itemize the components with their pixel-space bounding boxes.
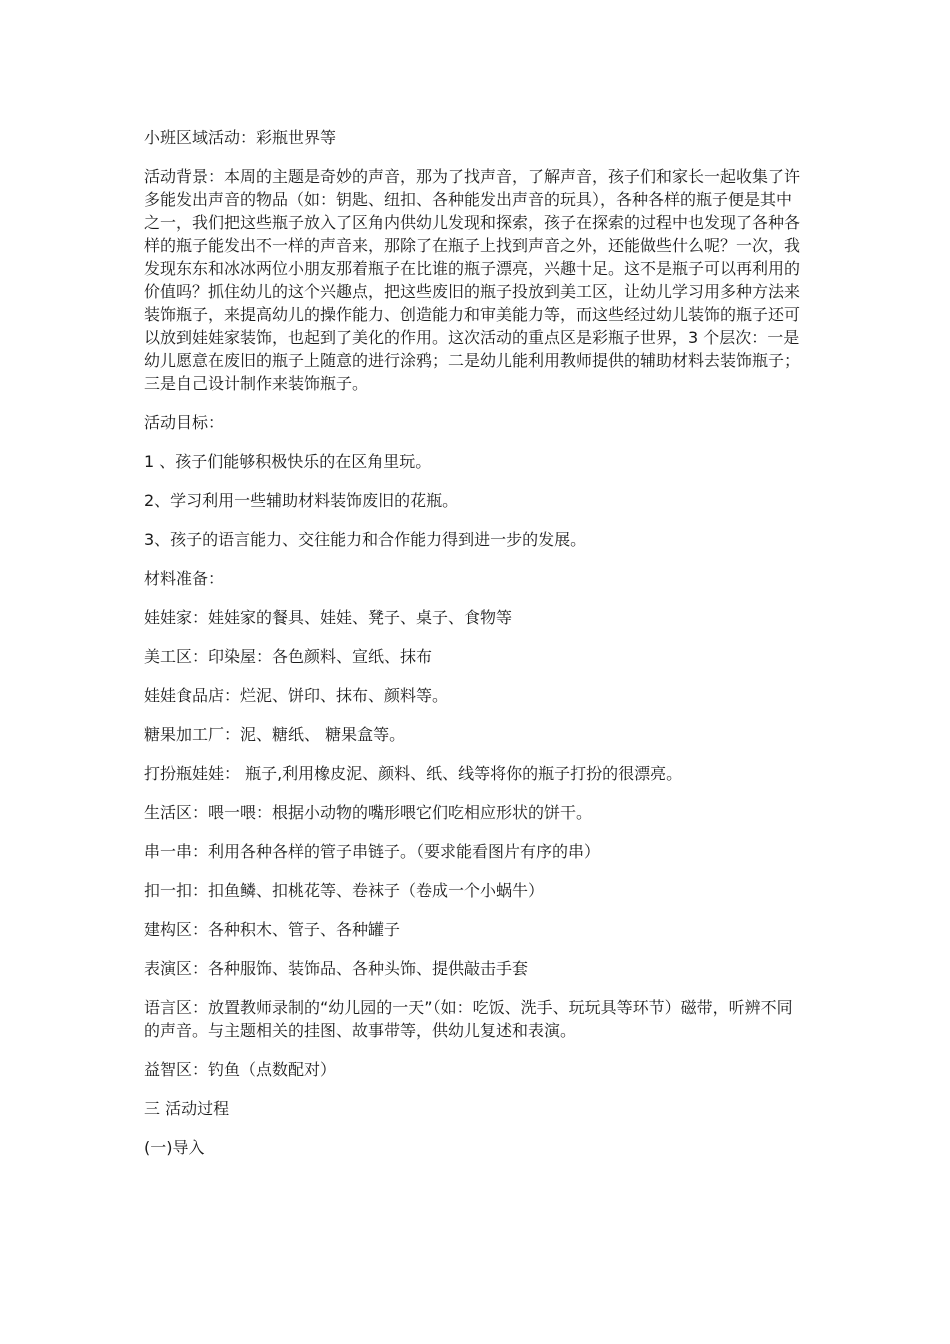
material-item: 糖果加工厂：泥、糖纸、 糖果盒等。 xyxy=(144,725,406,744)
material-item: 扣一扣：扣鱼鳞、扣桃花等、卷袜子（卷成一个小蜗牛） xyxy=(144,881,545,900)
document-page xyxy=(144,126,806,1175)
material-item: 语言区：放置教师录制的“幼儿园的一天”（如：吃饭、洗手、玩玩具等环节）磁带，听辨不同的声音。与主题相关的挂图、故事带等，供幼儿复述和表演。 xyxy=(144,998,793,1040)
background-paragraph: 活动背景：本周的主题是奇妙的声音，那为了找声音，了解声音，孩子们和家长一起收集了许多能发出声音的物品（如：钥匙、纽扣、各种能发出声音的玩具），各种各样的瓶子便是其中之一，我们把这些瓶子放入了区角内供幼儿发现和探索，孩子在探索的过程中也发现了各种各样的瓶子能发出不一样的声音来，那除了在瓶子上找到声音之外，还能做些什么呢？一次，我发现东东和冰冰两位小朋友那着瓶子在比谁的瓶子漂亮，兴趣十足。这不是瓶子可以再利用的价值吗？抓住幼儿的这个兴趣点，把这些废旧的瓶子投放到美工区，让幼儿学习用多种方法来装饰瓶子，来提高幼儿的操作能力、创造能力和审美能力等，而这些经过幼儿装饰的瓶子还可以放到娃娃家装饰，也起到了美化的作用。这次活动的重点区是彩瓶子世界，3 个层次：一是幼儿愿意在废旧的瓶子上随意的进行涂鸦；二是幼儿能利用教师提供的辅助材料去装饰瓶子；三是自己设计制作来装饰瓶子。 xyxy=(144,167,801,393)
material-item: 串一串：利用各种各样的管子串链子。（要求能看图片有序的串） xyxy=(144,842,601,861)
goal-item: 2、学习利用一些辅助材料装饰废旧的花瓶。 xyxy=(144,491,459,510)
material-item: 打扮瓶娃娃： 瓶子,利用橡皮泥、颜料、纸、线等将你的瓶子打扮的很漂亮。 xyxy=(144,764,683,783)
material-item: 生活区：喂一喂：根据小动物的嘴形喂它们吃相应形状的饼干。 xyxy=(144,803,593,822)
material-item: 娃娃家：娃娃家的餐具、娃娃、凳子、桌子、食物等 xyxy=(144,608,513,627)
material-item: 益智区：钓鱼（点数配对） xyxy=(144,1060,337,1079)
goal-item: 1 、孩子们能够积极快乐的在区角里玩。 xyxy=(144,452,432,471)
material-item: 建构区：各种积木、管子、各种罐子 xyxy=(144,920,401,939)
material-item: 娃娃食品店：烂泥、饼印、抹布、颜料等。 xyxy=(144,686,449,705)
document-title: 小班区域活动：彩瓶世界等 xyxy=(144,128,337,147)
process-subheading: (一)导入 xyxy=(144,1138,205,1157)
material-item: 美工区：印染屋：各色颜料、宣纸、抹布 xyxy=(144,647,433,666)
materials-heading: 材料准备： xyxy=(144,569,225,588)
process-heading: 三 活动过程 xyxy=(144,1099,230,1118)
material-item: 表演区：各种服饰、装饰品、各种头饰、提供敲击手套 xyxy=(144,959,529,978)
goal-item: 3、孩子的语言能力、交往能力和合作能力得到进一步的发展。 xyxy=(144,530,587,549)
goals-heading: 活动目标： xyxy=(144,413,225,432)
